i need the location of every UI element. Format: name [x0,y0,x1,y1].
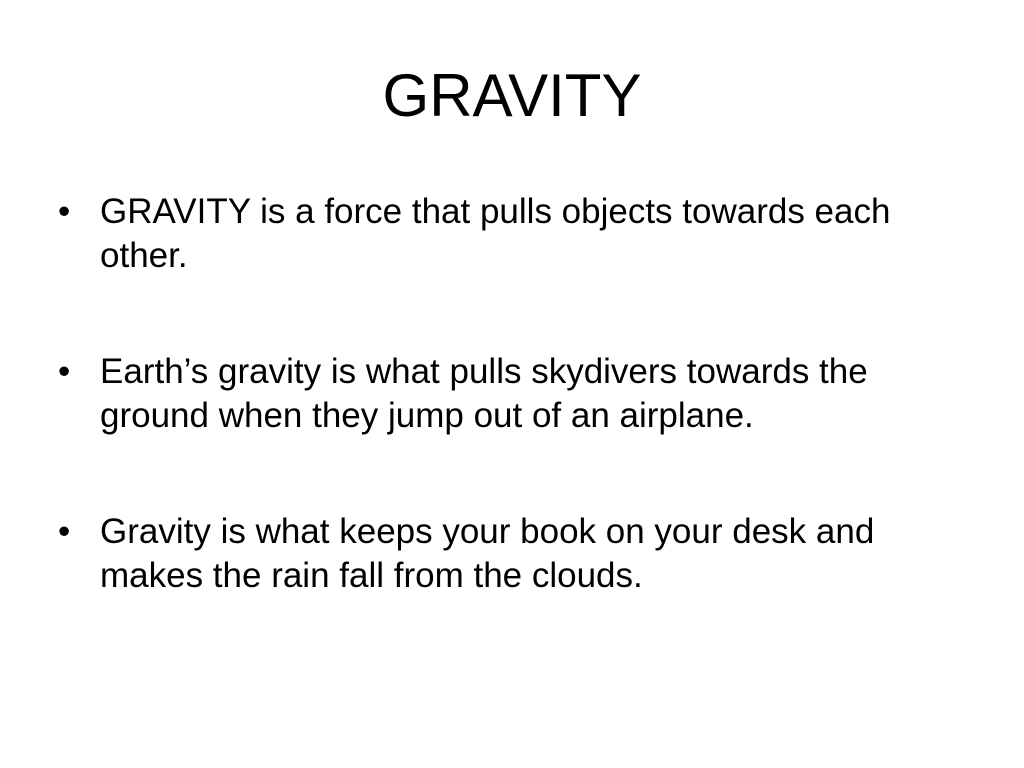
bullet-icon: • [58,352,71,391]
bullet-item [58,190,948,278]
bullet-item [58,510,948,598]
bullet-text: Gravity is what keeps your book on your desk and makes the rain fall from the clouds. [100,512,875,595]
bullet-text: Earth’s gravity is what pulls skydivers towards the ground when they jump out of an airplane. [100,352,868,435]
bullet-icon: • [58,512,71,551]
bullet-list [58,190,948,598]
bullet-text: GRAVITY is a force that pulls objects towards each other. [100,192,891,275]
bullet-item [58,350,948,438]
bullet-icon: • [58,192,71,231]
slide-title: GRAVITY [382,62,642,129]
